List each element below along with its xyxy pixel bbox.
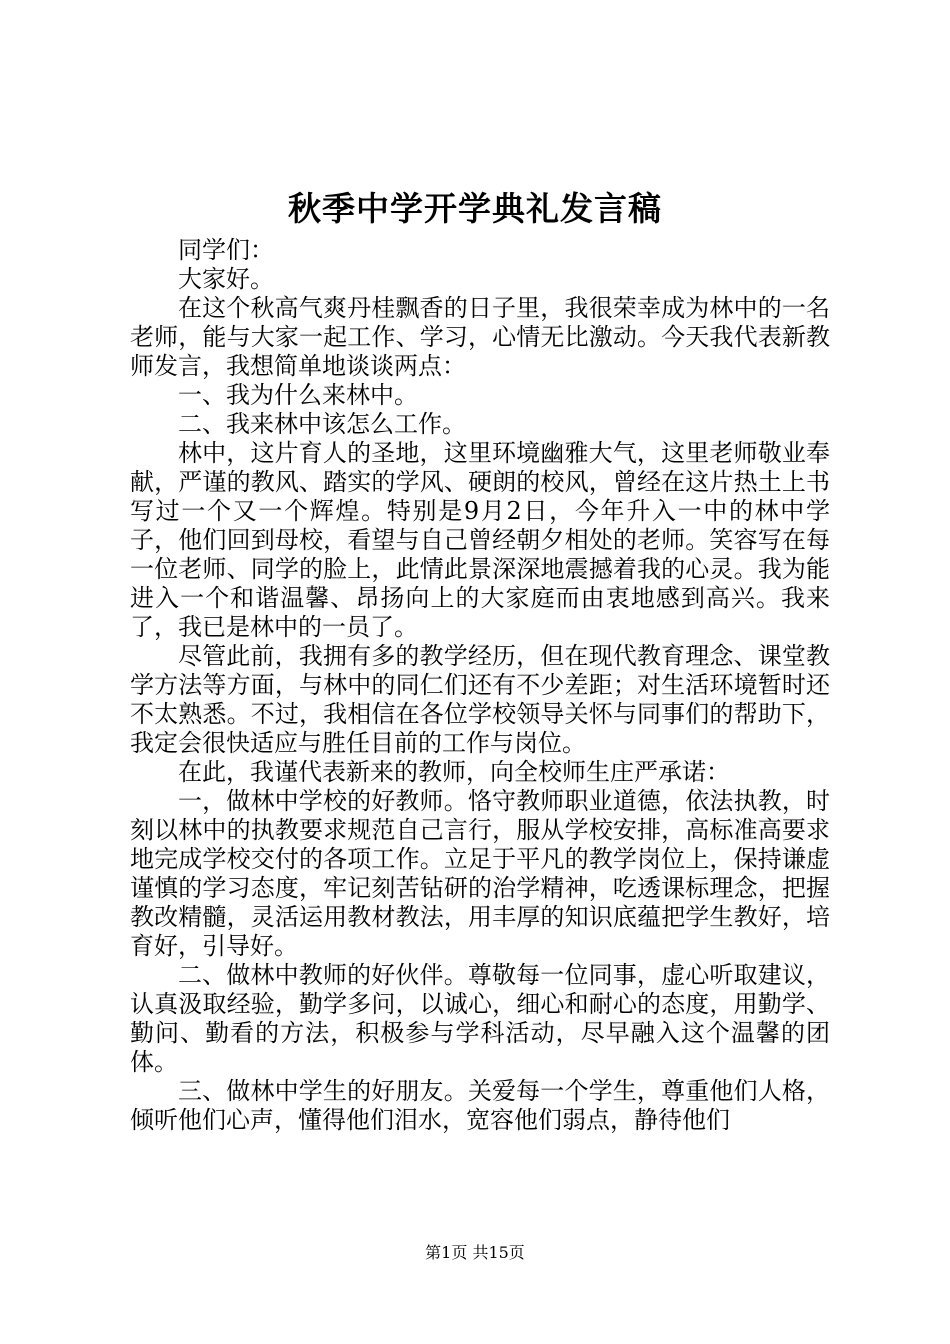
paragraph: 同学们： [178,236,274,264]
document-body [130,236,830,1135]
paragraph: 二、我来林中该怎么工作。 [178,410,466,438]
page-footer: 第1页 共15页 [425,1243,525,1262]
paragraph: 林中，这片育人的圣地，这里环境幽雅大气，这里老师敬业奉献，严谨的教风、踏实的学风、硬朗的校风，曾经在这片热土上书写过一个又一个辉煌。特别是9月2日，今年升入一中的林中学子，他们回到母校，看望与自己曾经朝夕相处的老师。笑容写在每一位老师、同学的脸上，此情此景深深地震撼着我的心灵。我为能进入一个和谐温馨、昂扬向上的大家庭而由衷地感到高兴。我来了，我已是林中的一员了。 [130,439,830,641]
paragraph: 一、我为什么来林中。 [178,381,418,409]
paragraph: 二、做林中教师的好伙伴。尊敬每一位同事，虚心听取建议，认真汲取经验，勤学多问，以诚心，细心和耐心的态度，用勤学、勤问、勤看的方法，积极参与学科活动，尽早融入这个温馨的团体。 [130,961,830,1076]
paragraph: 大家好。 [178,265,274,293]
paragraph: 尽管此前，我拥有多的教学经历，但在现代教育理念、课堂教学方法等方面，与林中的同仁们还有不少差距；对生活环境暂时还不太熟悉。不过，我相信在各位学校领导关怀与同事们的帮助下，我定会很快适应与胜任目前的工作与岗位。 [130,642,830,757]
paragraph: 三、做林中学生的好朋友。关爱每一个学生，尊重他们人格，倾听他们心声，懂得他们泪水，宽容他们弱点，静待他们 [130,1077,830,1134]
document-title: 秋季中学开学典礼发言稿 [288,189,662,228]
paragraph: 在这个秋高气爽丹桂飘香的日子里，我很荣幸成为林中的一名老师，能与大家一起工作、学习，心情无比激动。今天我代表新教师发言，我想简单地谈谈两点： [130,294,830,380]
paragraph: 在此，我谨代表新来的教师，向全校师生庄严承诺： [178,758,730,786]
paragraph: 一，做林中学校的好教师。恪守教师职业道德，依法执教，时刻以林中的执教要求规范自己言行，服从学校安排，高标准高要求地完成学校交付的各项工作。立足于平凡的教学岗位上，保持谦虚谨慎的学习态度，牢记刻苦钻研的治学精神，吃透课标理念，把握教改精髓，灵活运用教材教法，用丰厚的知识底蕴把学生教好，培育好，引导好。 [130,787,830,960]
